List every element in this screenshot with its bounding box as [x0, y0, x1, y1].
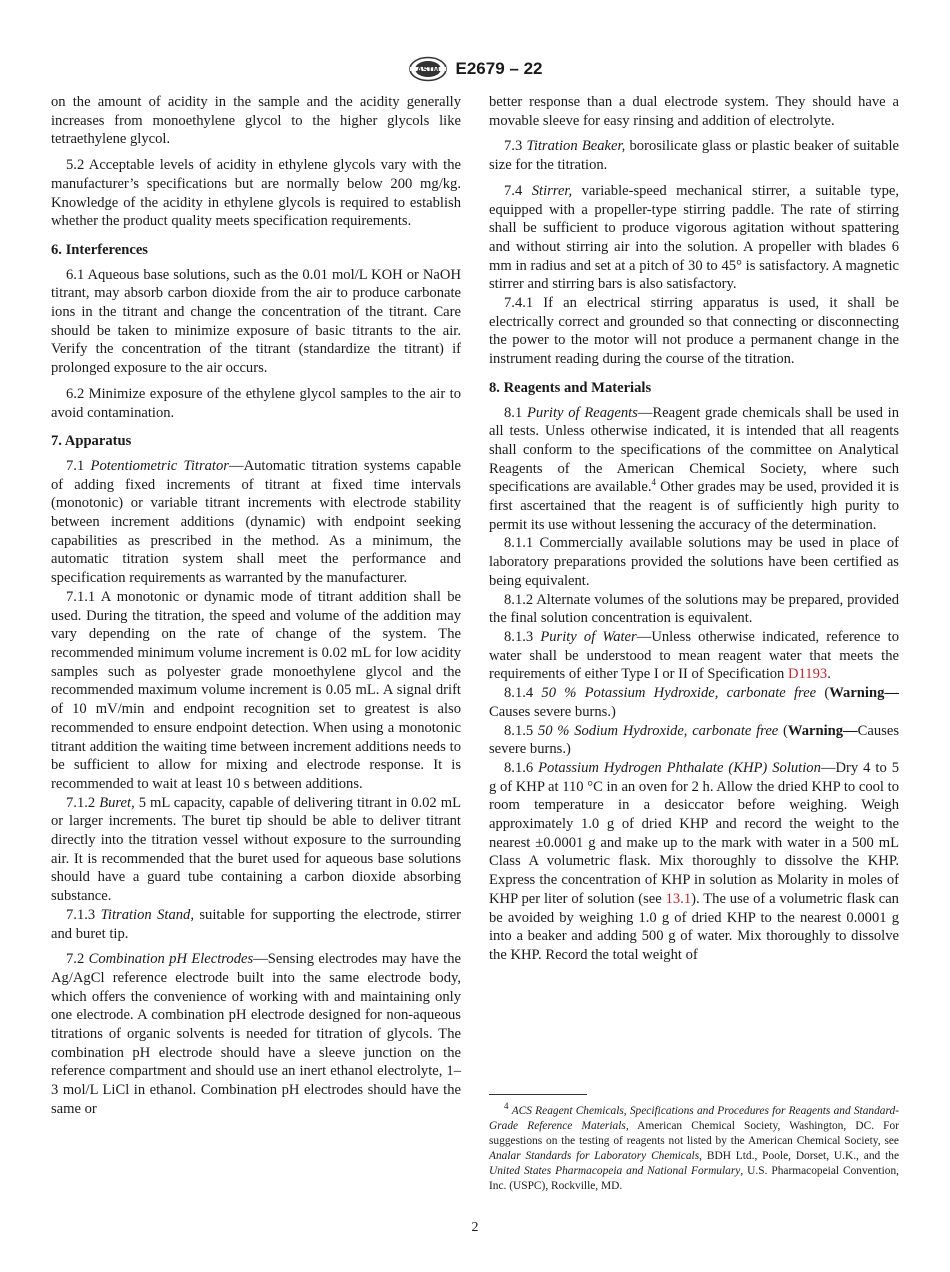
paragraph-8-1-1: 8.1.1 Commercially available solutions may be used in place of laboratory preparations provided the solutions have been certified as being equivalent.: [489, 535, 899, 589]
section-6-heading: 6. Interferences: [51, 241, 148, 258]
paragraph-7-1-2: 7.1.2 Buret, 5 mL capacity, capable of delivering titrant in 0.02 mL or larger increments. The buret tip should be able to deliver titrant directly into the titration vessel without exposure to the surrounding air. It is recommended that the buret used for aqueous base solutions should have a guard tube containing a carbon dioxide absorbing substance.: [51, 794, 461, 905]
paragraph-8-1-6: 8.1.6 Potassium Hydrogen Phthalate (KHP) Solution—Dry 4 to 5 g of KHP at 110 °C in an oven for 2 h. Allow the dried KHP to cool to room temperature in a desiccator before weighing. Weigh approximately 1.0 g of dried KHP and record the weight to the nearest ±0.0001 g and make up to the mark with water in a 500 mL Class A volumetric flask. Mix thoroughly to dissolve the KHP. Express the concentration of KHP in solution as Molarity in moles of KHP per liter of solution (see 13.1). The use of a volumetric flask can be avoided by weighing 1.0 g of dried KHP to the nearest 0.0001 g into a beaker and adding 500 g of water. Mix thoroughly to dissolve the KHP. Record the total weight of: [489, 759, 899, 963]
paragraph-7-1: 7.1 Potentiometric Titrator—Automatic titration systems capable of adding fixed increments of titrant at fixed time intervals (monotonic) or variable titrant increments with electrode stability between increment additions (dynamic) with endpoint seeking capabilities as prescribed in the method. As a minimum, the automatic titration system shall meet the performance and specification requirements as warranted by the manufacturer.: [51, 457, 461, 587]
page-header: [0, 56, 950, 82]
page-number: 2: [471, 1220, 479, 1235]
left-column: [51, 93, 461, 1126]
section-13-1-link[interactable]: 13.1: [665, 890, 692, 907]
paragraph-7-3: 7.3 Titration Beaker, borosilicate glass or plastic beaker of suitable size for the titration.: [489, 138, 899, 174]
paragraph-7-2: 7.2 Combination pH Electrodes—Sensing electrodes may have the Ag/AgCl reference electrode built into the same electrode body, which offers the convenience of working with and maintaining only one electrode. A combination pH electrode designed for non-aqueous titrations of organic solvents is needed for titration of glycols. The combination pH electrode should have a sleeve junction on the reference compartment and should use an inert ethanol electrolyte, 1–3 mol/L LiCl in ethanol. Combination pH electrodes should have the same or: [51, 951, 461, 1117]
footnote-ref[interactable]: 4: [651, 477, 657, 488]
paragraph-6-1: 6.1 Aqueous base solutions, such as the 0.01 mol/L KOH or NaOH titrant, may absorb carbon dioxide from the air to produce carbonate ions in the titrant and change the concentration of the titrant. Care should be taken to minimize exposure of basic titrants to the air. Verify the concentration of the titrant (standardize the titrant) if prolonged exposure to the air occurs.: [51, 266, 461, 377]
paragraph-continuation-right: better response than a dual electrode system. They should have a movable sleeve for easy rinsing and addition of electrolyte.: [489, 94, 899, 129]
paragraph-7-1-1: 7.1.1 A monotonic or dynamic mode of titrant addition shall be used. During the titration, the speed and volume of the addition may vary depending on the rate of change of the system. The recommended minimum volume increment is 0.02 mL for low acidity samples such as polyester grade monoethylene glycol and the recommended maximum volume increment is 0.05 mL. A signal drift of 10 mV/min and endpoint recognition set to greatest is also recommended to ensure endpoint detection. When using a monotonic titrant addition the waiting time between increment additions needs to be sufficient to allow for mixing and electrode response. It is recommended to wait at least 10 s between additions.: [51, 588, 461, 792]
section-8-heading: 8. Reagents and Materials: [489, 379, 652, 396]
footnote-divider: [489, 1094, 587, 1095]
paragraph-8-1-2: 8.1.2 Alternate volumes of the solutions may be prepared, provided the final solution concentration is equivalent.: [489, 591, 899, 627]
standard-id: E2679 – 22: [455, 59, 543, 78]
paragraph-8-1-4: 8.1.4 50 % Potassium Hydroxide, carbonate free (Warning—Causes severe burns.): [489, 685, 899, 720]
astm-logo-icon: [408, 56, 448, 82]
paragraph-8-1: 8.1 Purity of Reagents—Reagent grade chemicals shall be used in all tests. Unless otherwise indicated, it is intended that all reagents shall conform to the specifications of the committee on Analytical Reagents of the American Chemical Society, where such specifications are available.$^4$ Other grades may be used, provided it is first ascertained that the reagent is of sufficiently high purity to permit its use without lessening the accuracy of the determination.: [489, 404, 899, 533]
svg-text:ASTM: ASTM: [416, 65, 439, 75]
paragraph-8-1-5: 8.1.5 50 % Sodium Hydroxide, carbonate free (Warning—Causes severe burns.): [489, 722, 900, 758]
paragraph-7-1-3: 7.1.3 Titration Stand, suitable for supporting the electrode, stirrer and buret tip.: [51, 906, 461, 942]
spec-d1193-link[interactable]: D1193: [788, 666, 828, 683]
section-7-heading: 7. Apparatus: [51, 433, 132, 450]
paragraph-6-2: 6.2 Minimize exposure of the ethylene glycol samples to the air to avoid contamination.: [51, 385, 461, 421]
footnote-4: $^4$ ACS Reagent Chemicals, Specifications and Procedures for Reagents and Standard-Grade Reference Materials, American Chemical Society, Washington, DC. For suggestions on the testing of reagents not listed by the American Chemical Society, see Analar Standards for Laboratory Chemicals, BDH Ltd., Poole, Dorset, U.K., and the United States Pharmacopeia and National Formulary, U.S. Pharmacopeial Convention, Inc. (USPC), Rockville, MD.: [489, 1101, 900, 1192]
paragraph-7-4: 7.4 Stirrer, variable-speed mechanical stirrer, a suitable type, equipped with a propeller-type stirring paddle. The rate of stirring shall be sufficient to produce vigorous agitation without spattering and without stirring air into the solution. A propeller with blades 6 mm in radius and set at a pitch of 30 to 45° is satisfactory. A magnetic stirrer and stirring bars is also satisfactory.: [489, 182, 899, 293]
paragraph-7-4-1: 7.4.1 If an electrical stirring apparatus is used, it shall be electrically correct and grounded so that connecting or disconnecting the power to the motor will not produce a permanent change in the instrument reading during the course of the titration.: [489, 295, 899, 368]
paragraph-8-1-3: 8.1.3 Purity of Water—Unless otherwise indicated, reference to water shall be understood to mean reagent water that meets the requirements of either Type I or II of Specification D1193.: [489, 628, 900, 683]
right-column: [489, 93, 899, 965]
paragraph-5-2: 5.2 Acceptable levels of acidity in ethylene glycols vary with the manufacturer’s specifications but are normally below 200 mg/kg. Knowledge of the acidity in ethylene glycols is required to establish whether the product quality meets specification requirements.: [51, 157, 461, 230]
paragraph-continuation: on the amount of acidity in the sample and the acidity generally increases from monoethylene glycol to the higher glycols like tetraethylene glycol.: [51, 94, 461, 148]
